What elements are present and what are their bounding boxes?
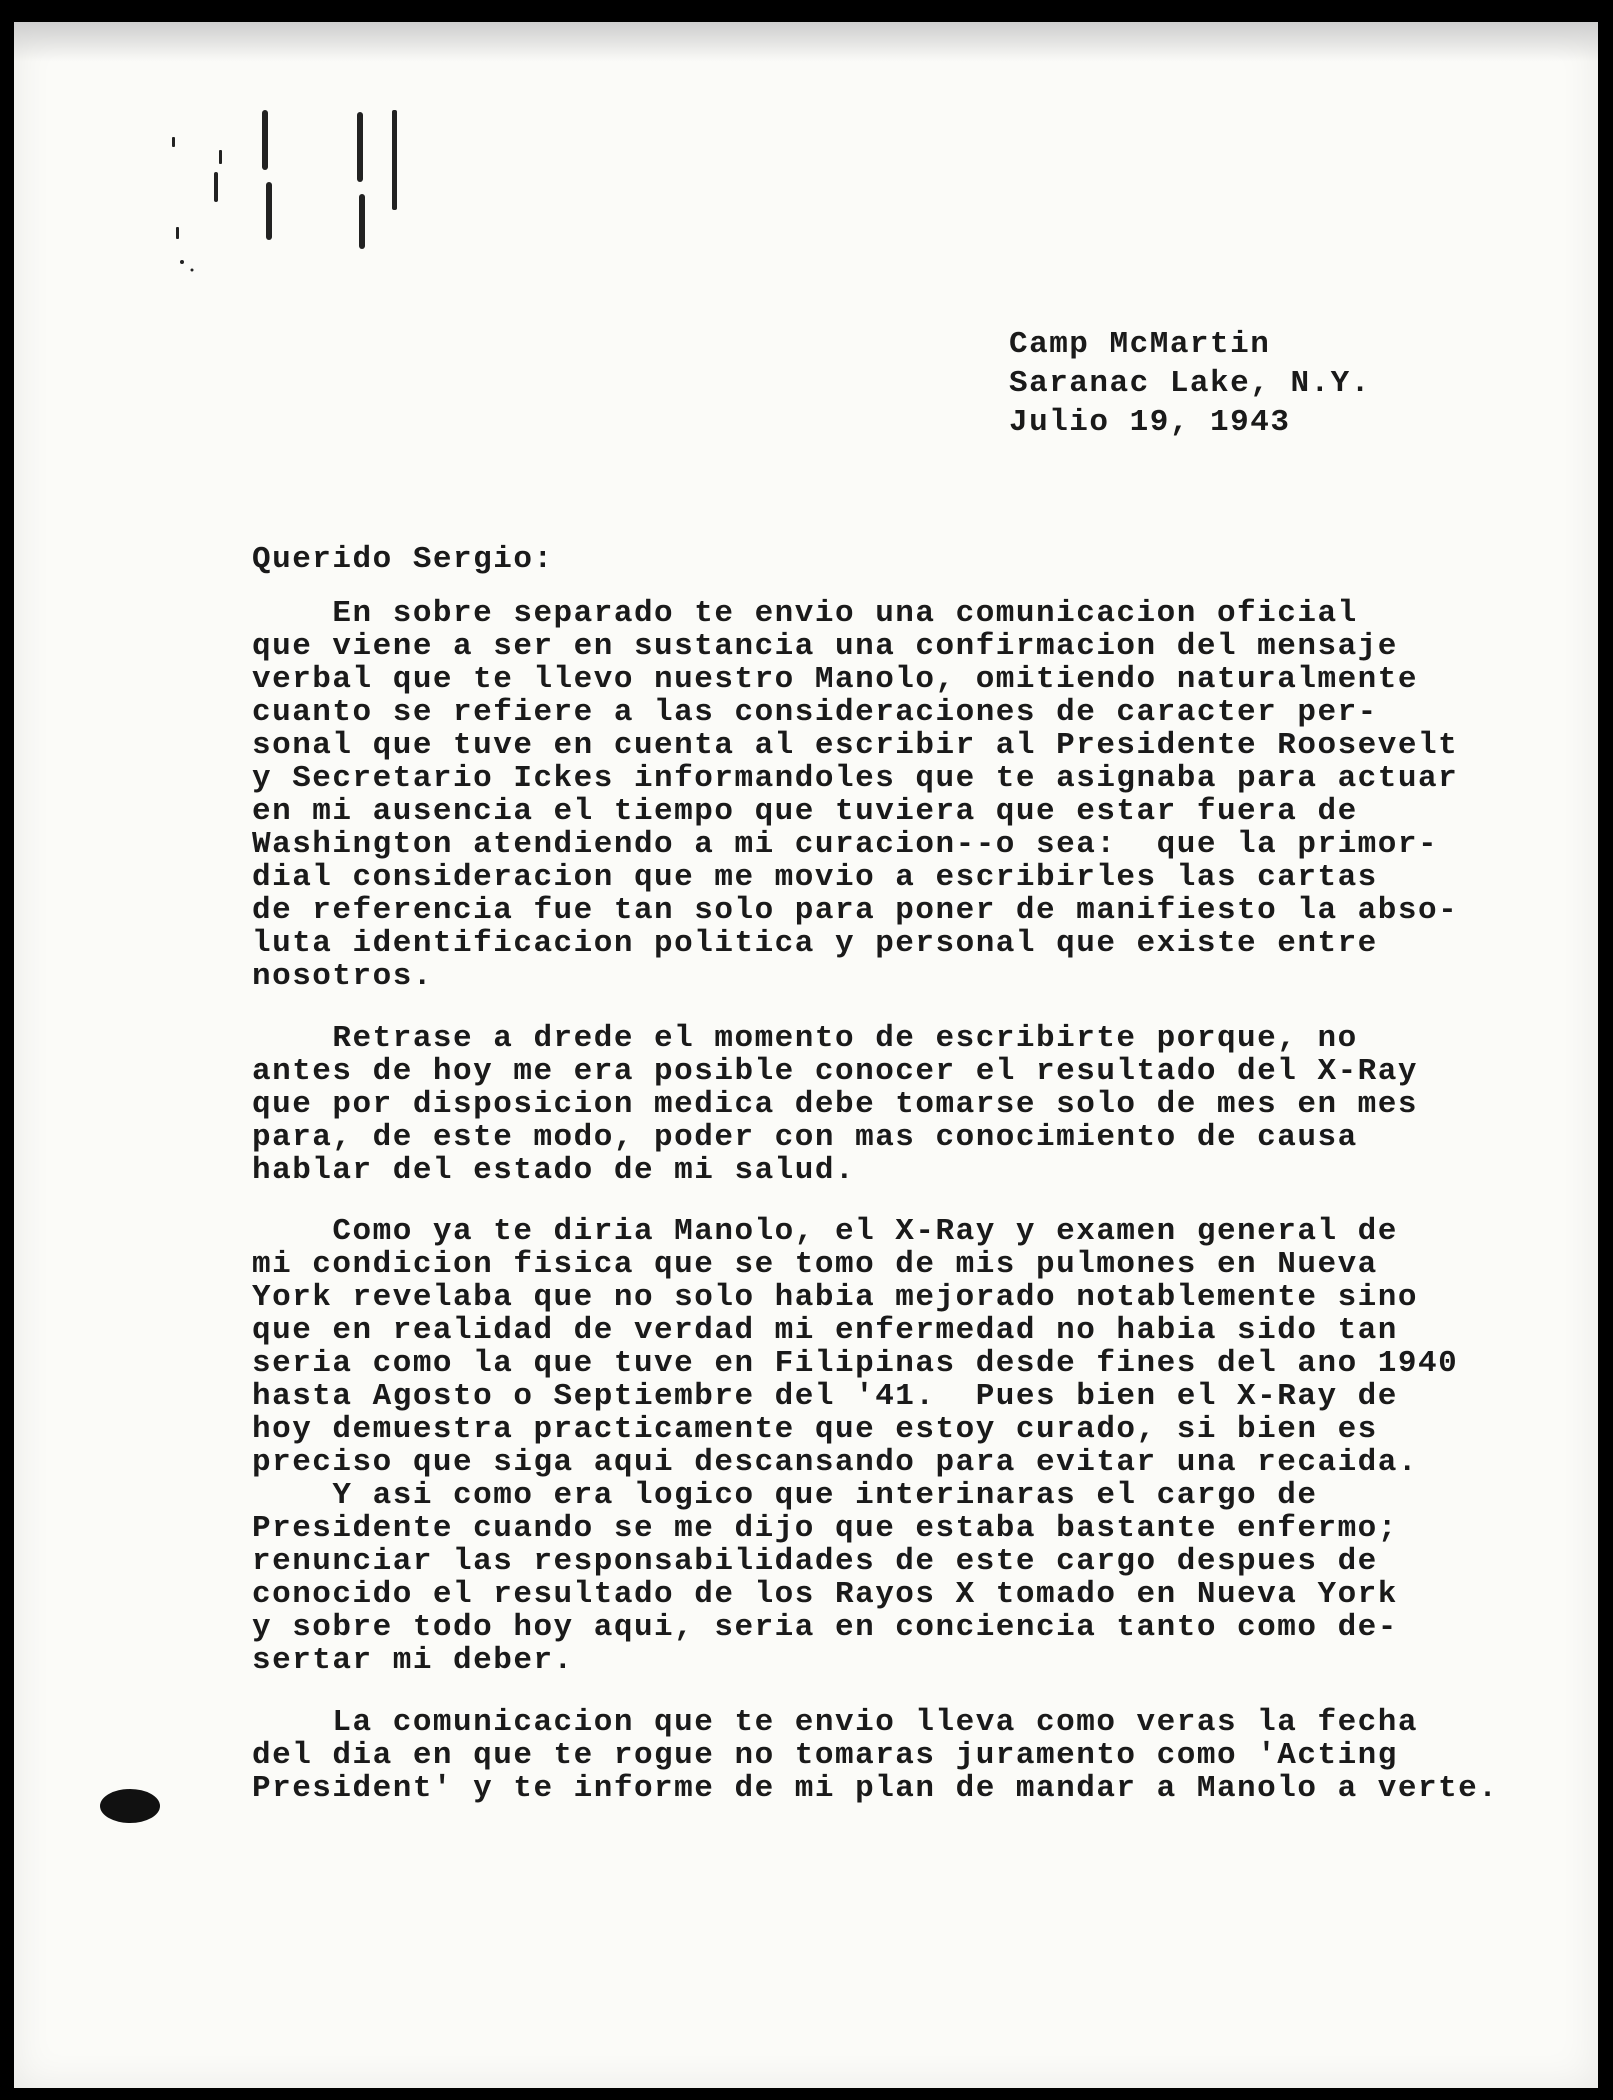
paragraph-line: hasta Agosto o Septiembre del '41. Pues bien el X-Ray de [252, 1379, 1398, 1414]
paragraph-line: en mi ausencia el tiempo que tuviera que estar fuera de [252, 794, 1358, 829]
paragraph-line: y sobre todo hoy aqui, seria en conciencia tanto como de- [252, 1610, 1398, 1645]
paragraph-3 [252, 1215, 1592, 1479]
paragraph-line: que por disposicion medica debe tomarse solo de mes en mes [252, 1087, 1418, 1122]
typed-letter [14, 22, 1598, 2088]
paragraph-line: del dia en que te rogue no tomaras juramento como 'Acting [252, 1738, 1398, 1773]
paragraph-line: renunciar las responsabilidades de este cargo despues de [252, 1544, 1378, 1579]
header-city: Saranac Lake, N.Y. [1009, 366, 1371, 401]
salutation: Querido Sergio: [252, 542, 554, 577]
paragraph-line: preciso que siga aqui descansando para evitar una recaida. [252, 1445, 1418, 1480]
paragraph-line: sonal que tuve en cuenta al escribir al Presidente Roosevelt [252, 728, 1459, 763]
paragraph-line: que en realidad de verdad mi enfermedad no habia sido tan [252, 1313, 1398, 1348]
letter-page [14, 22, 1598, 2088]
paragraph-line: que viene a ser en sustancia una confirmacion del mensaje [252, 629, 1398, 664]
paragraph-5 [252, 1706, 1592, 1805]
paragraph-line: hoy demuestra practicamente que estoy curado, si bien es [252, 1412, 1378, 1447]
paragraph-line: mi condicion fisica que se tomo de mis pulmones en Nueva [252, 1247, 1378, 1282]
paragraph-line: seria como la que tuve en Filipinas desde fines del ano 1940 [252, 1346, 1459, 1381]
header-date: Julio 19, 1943 [1009, 405, 1291, 440]
paragraph-line: antes de hoy me era posible conocer el resultado del X-Ray [252, 1054, 1418, 1089]
paragraph-line: dial consideracion que me movio a escribirles las cartas [252, 860, 1378, 895]
paragraph-2 [252, 1022, 1592, 1187]
paragraph-line: Presidente cuando se me dijo que estaba bastante enfermo; [252, 1511, 1398, 1546]
paragraph-line: Retrase a drede el momento de escribirte porque, no [252, 1021, 1358, 1056]
paragraph-4 [252, 1479, 1592, 1677]
paragraph-line: verbal que te llevo nuestro Manolo, omitiendo naturalmente [252, 662, 1418, 697]
paragraph-line: luta identificacion politica y personal que existe entre [252, 926, 1378, 961]
paragraph-line: y Secretario Ickes informandoles que te asignaba para actuar [252, 761, 1459, 796]
paragraph-line: President' y te informe de mi plan de mandar a Manolo a verte. [252, 1771, 1499, 1806]
paragraph-line: Y asi como era logico que interinaras el cargo de [252, 1478, 1318, 1513]
paragraph-line: para, de este modo, poder con mas conocimiento de causa [252, 1120, 1358, 1155]
paragraph-line: La comunicacion que te envio lleva como veras la fecha [252, 1705, 1418, 1740]
paragraph-line: York revelaba que no solo habia mejorado notablemente sino [252, 1280, 1418, 1315]
paragraph-line: hablar del estado de mi salud. [252, 1153, 856, 1188]
paragraph-line: Washington atendiendo a mi curacion--o sea: que la primor- [252, 827, 1439, 862]
paragraph-line: Como ya te diria Manolo, el X-Ray y examen general de [252, 1214, 1398, 1249]
paragraph-line: En sobre separado te envio una comunicacion oficial [252, 596, 1358, 631]
paragraph-line: cuanto se refiere a las consideraciones de caracter per- [252, 695, 1378, 730]
paragraph-line: sertar mi deber. [252, 1643, 574, 1678]
header-place: Camp McMartin [1009, 327, 1271, 362]
paragraph-line: nosotros. [252, 959, 433, 994]
paragraph-1 [252, 597, 1592, 993]
letter-header [1009, 325, 1371, 442]
paragraph-line: de referencia fue tan solo para poner de manifiesto la abso- [252, 893, 1459, 928]
paragraph-line: conocido el resultado de los Rayos X tomado en Nueva York [252, 1577, 1398, 1612]
